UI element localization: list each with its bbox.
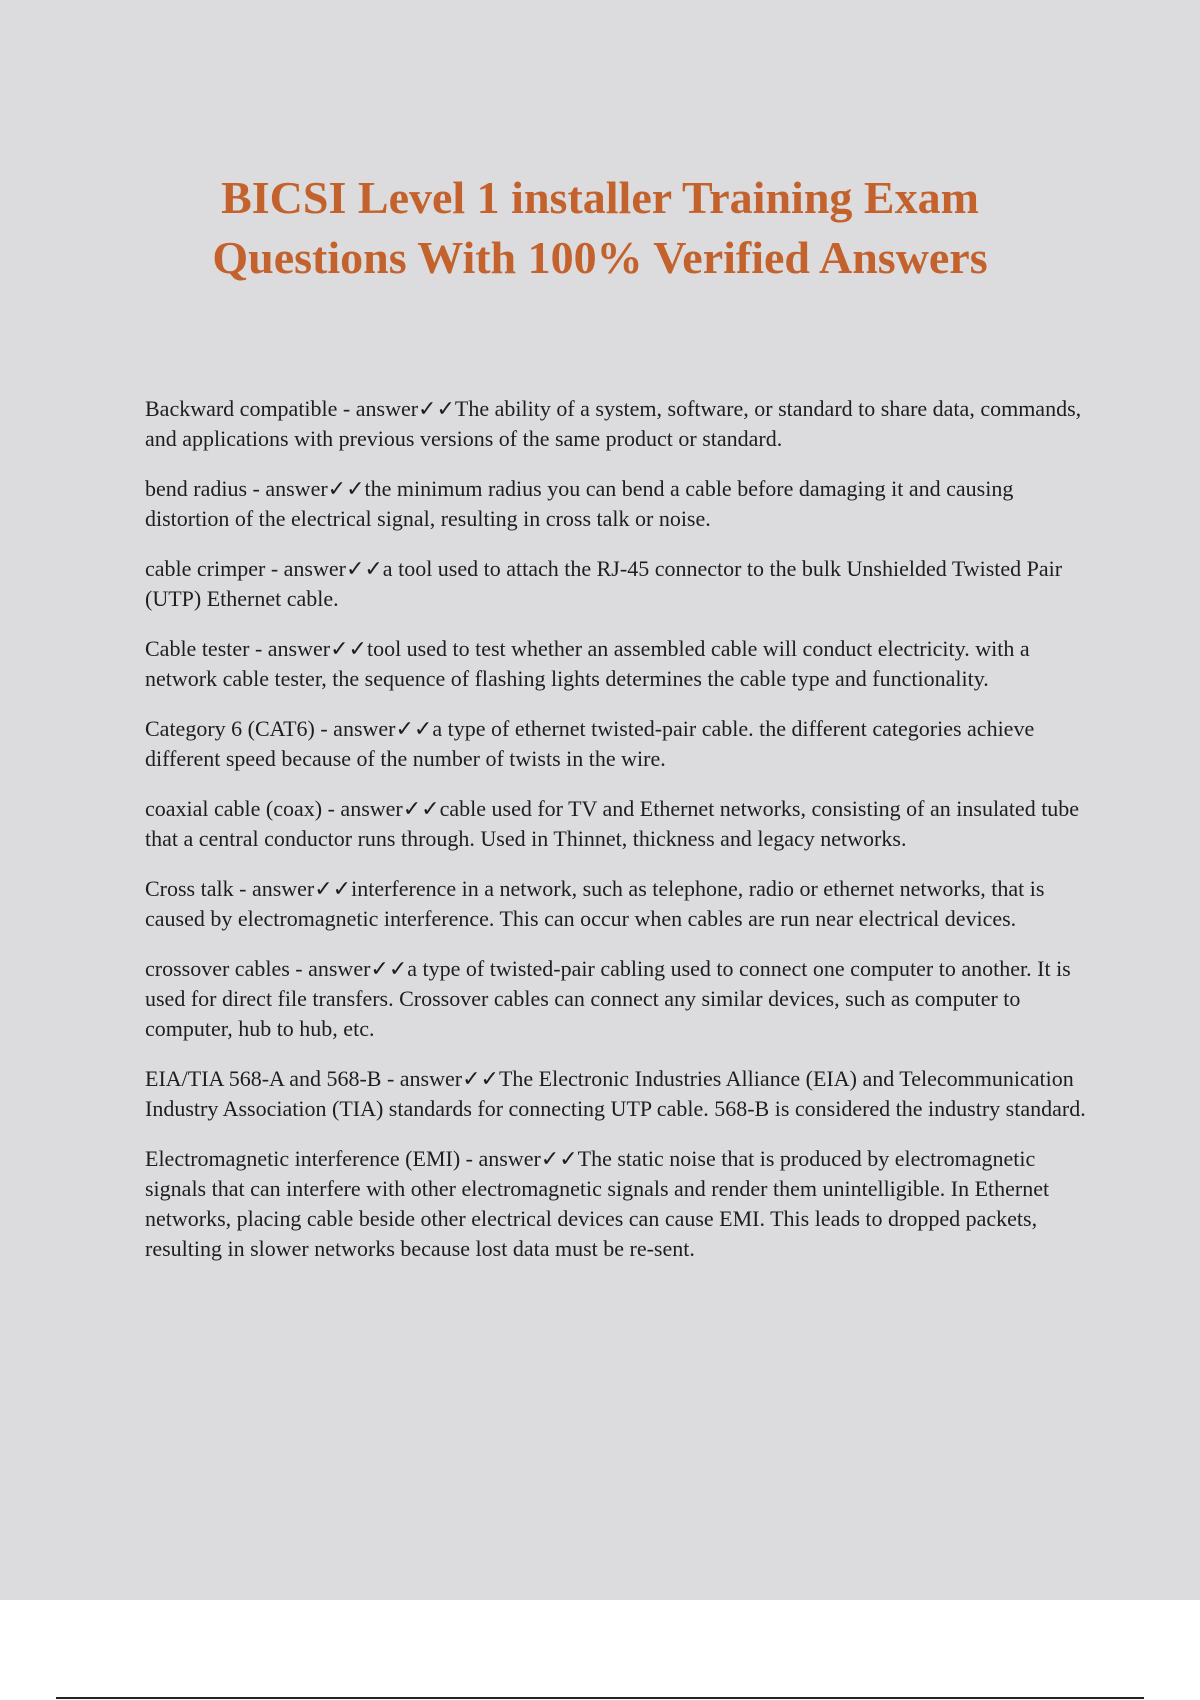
glossary-entry-cable-crimper: cable crimper - answer✓✓a tool used to attach the RJ-45 connector to the bulk Unshielded Twisted Pair (UTP) Ethernet cable. [145,556,1063,611]
footer-divider [56,1697,1144,1699]
glossary-entry-bend-radius: bend radius - answer✓✓the minimum radius you can bend a cable before damaging it and causing distortion of the electrical signal, resulting in cross talk or noise. [145,476,1014,531]
glossary-entry-cross-talk: Cross talk - answer✓✓interference in a network, such as telephone, radio or ethernet networks, that is caused by electromagnetic interference. This can occur when cables are run near electrical devices. [145,876,1045,931]
glossary-entry-crossover-cables: crossover cables - answer✓✓a type of twisted-pair cabling used to connect one computer to another. It is used for direct file transfers. Crossover cables can connect any similar devices, such as computer to computer, hub to hub, etc. [145,956,1071,1041]
glossary-entry-eia-tia-568: EIA/TIA 568-A and 568-B - answer✓✓The Electronic Industries Alliance (EIA) and Telecommunication Industry Association (TIA) standards for connecting UTP cable. 568-B is considered the industry standard. [145,1066,1086,1121]
glossary-list [145,394,1095,1284]
glossary-entry-coaxial-cable: coaxial cable (coax) - answer✓✓cable used for TV and Ethernet networks, consisting of an insulated tube that a central conductor runs through. Used in Thinnet, thickness and legacy networks. [145,796,1080,851]
glossary-entry-cable-tester: Cable tester - answer✓✓tool used to test whether an assembled cable will conduct electricity. with a network cable tester, the sequence of flashing lights determines the cable type and functionality. [145,636,1030,691]
glossary-entry-category-6: Category 6 (CAT6) - answer✓✓a type of ethernet twisted-pair cable. the different categories achieve different speed because of the number of twists in the wire. [145,716,1035,771]
title-line-1: BICSI Level 1 installer Training Exam [221,172,979,223]
glossary-entry-emi: Electromagnetic interference (EMI) - answer✓✓The static noise that is produced by electromagnetic signals that can interfere with other electromagnetic signals and render them unintelligible. In Ethernet networks, placing cable beside other electrical devices can cause EMI. This leads to dropped packets, resulting in slower networks because lost data must be re-sent. [145,1146,1050,1261]
document-title [100,168,1100,288]
title-line-2: Questions With 100% Verified Answers [212,232,988,283]
glossary-entry-backward-compatible: Backward compatible - answer✓✓The ability of a system, software, or standard to share data, commands, and applications with previous versions of the same product or standard. [145,396,1082,451]
